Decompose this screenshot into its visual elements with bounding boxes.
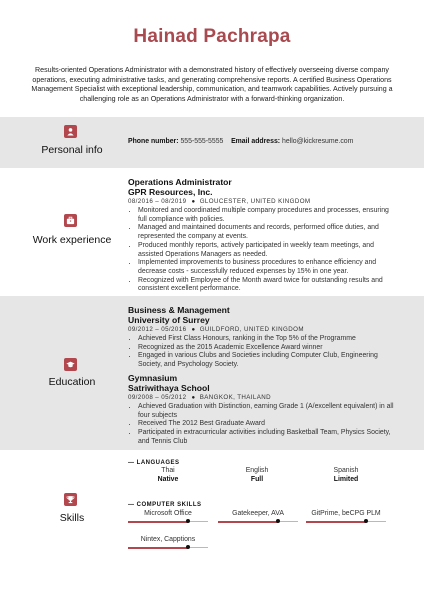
person-icon <box>64 125 77 138</box>
email-label: Email address: <box>231 138 281 145</box>
skill-level-fill <box>128 521 188 523</box>
skill-level-marker <box>186 519 190 523</box>
languages-heading: — LANGUAGES <box>128 460 180 466</box>
education-entry <box>128 305 396 370</box>
education-meta <box>128 393 396 403</box>
education-dates: 09/2012 – 05/2016 <box>128 326 187 333</box>
section-title-skills: Skills <box>59 512 85 524</box>
skill-level-fill <box>218 521 278 523</box>
degree: Business & Management <box>128 305 230 315</box>
phone-value: 555-555-5555 <box>180 138 224 145</box>
location-pin-icon: ● <box>191 395 196 401</box>
list-item: • Produced monthly reports, actively participated in weekly team meetings, and assisted Operations Managers as needed. <box>138 242 396 259</box>
education-bullets <box>128 335 396 370</box>
list-item: • Monitored and coordinated multiple company procedures and processes, ensuring full compliance with policies. <box>138 207 396 224</box>
section-title-education: Education <box>48 376 96 388</box>
degree: Gymnasium <box>128 373 178 383</box>
computer-skill-name: Nintex, Capptions <box>140 536 196 543</box>
language-item <box>222 467 292 483</box>
language-item <box>311 467 381 483</box>
job-position: Operations Administrator <box>128 177 232 187</box>
briefcase-icon <box>64 214 77 227</box>
computer-skill-name: Gatekeeper, AVA <box>232 510 284 517</box>
language-name: English <box>245 467 269 474</box>
computer-skill-name: Microsoft Office <box>144 510 192 517</box>
school: University of Surrey <box>128 315 210 325</box>
section-title-personal-info: Personal info <box>41 144 103 156</box>
list-item: • Achieved First Class Honours, ranking in the Top 5% of the Programme <box>138 335 396 344</box>
job-entry <box>128 177 396 294</box>
list-item: • Received The 2012 Best Graduate Award <box>138 420 396 429</box>
skill-level-bar <box>306 521 386 522</box>
summary: Results-oriented Operations Administrator with a demonstrated history of effectively overseeing diverse company operations, executing administrative tasks, and generating comprehensive reports. A certified Business Operations Management Specialist with exceptional leadership, communication, and teamwork capabilities. Actively pursuing a challenging role as an Operations Administrator with a forward-thinking organization. <box>31 66 393 103</box>
phone-label: Phone number: <box>128 138 179 145</box>
language-level: Native <box>157 476 179 483</box>
job-meta <box>128 197 396 207</box>
school: Satriwithaya School <box>128 383 210 393</box>
trophy-icon <box>64 493 77 506</box>
skill-level-marker <box>276 519 280 523</box>
job-dates: 08/2016 – 08/2019 <box>128 198 187 205</box>
location-pin-icon: ● <box>191 327 196 333</box>
location-pin-icon: ● <box>191 199 196 205</box>
list-item: • Achieved Graduation with Distinction, earning Grade 1 (A/excellent equivalent) in all four subjects <box>138 403 396 420</box>
education-bullets <box>128 403 396 447</box>
job-bullets <box>128 207 396 294</box>
computer-skill-name: GitPrime, beCPG PLM <box>311 510 381 517</box>
language-name: Thai <box>161 467 175 474</box>
education-location: GUILDFORD, UNITED KINGDOM <box>199 326 304 333</box>
email-value: hello@kickresume.com <box>282 138 354 145</box>
contact-line <box>128 138 353 145</box>
language-level: Full <box>250 476 264 483</box>
skill-level-fill <box>128 547 188 549</box>
language-level: Limited <box>333 476 359 483</box>
language-name: Spanish <box>333 467 359 474</box>
job-location: GLOUCESTER, UNITED KINGDOM <box>199 198 311 205</box>
skill-level-bar <box>218 521 298 522</box>
skill-level-fill <box>306 521 366 523</box>
list-item: • Managed and maintained documents and records, performed office duties, and represented the company at events. <box>138 224 396 241</box>
candidate-name: Hainad Pachrapa <box>133 26 291 47</box>
skill-level-marker <box>364 519 368 523</box>
list-item: • Recognized with Employee of the Month award twice for outstanding results and consistent excellent performance. <box>138 277 396 294</box>
list-item: • Recognized as the 2015 Academic Excellence Award winner <box>138 344 396 353</box>
education-dates: 09/2008 – 05/2012 <box>128 394 187 401</box>
list-item: • Participated in extracurricular activities including Basketball Team, Physics Society, and Tennis Club <box>138 429 396 446</box>
graduation-cap-icon <box>64 358 77 371</box>
language-item <box>133 467 203 483</box>
list-item: • Implemented improvements to business procedures to enhance efficiency and decrease costs - successfully reduced expenses by 15% in one year. <box>138 259 396 276</box>
skill-level-marker <box>186 545 190 549</box>
skill-level-bar <box>128 547 208 548</box>
education-entry <box>128 373 396 447</box>
education-location: BANGKOK, THAILAND <box>199 394 272 401</box>
education-meta <box>128 325 396 335</box>
section-title-work-experience: Work experience <box>32 234 112 246</box>
job-company: GPR Resources, Inc. <box>128 187 213 197</box>
computer-skills-heading: — COMPUTER SKILLS <box>128 502 202 508</box>
skill-level-bar <box>128 521 208 522</box>
list-item: • Engaged in various Clubs and Societies including Computer Club, Engineering Society, and Psychology Society. <box>138 352 396 369</box>
